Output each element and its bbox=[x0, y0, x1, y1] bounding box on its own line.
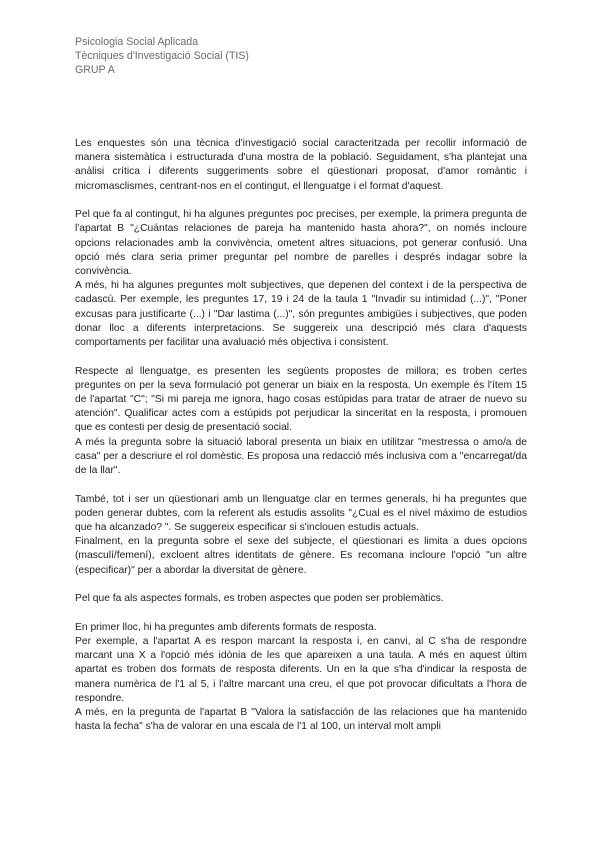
paragraph-intro: Les enquestes són una tècnica d'investigació social caracteritzada per recollir informació de manera sistemàtica i estructurada d'una mostra de la població. Seguidament, s'ha plantejat una anàlisi crítica i diferents suggeriments sobre el qüestionari proposat, d'amor romàntic i micromasclismes, centrant-nos en el contingut, el llenguatge i el format d'aquest. bbox=[75, 138, 527, 192]
paragraph-language: Respecte al llenguatge, es presenten les següents propostes de millora; es troben certes preguntes on per la seva formulació pot generar un biaix en la resposta. Un exemple és l'ítem 15 de l'apartat "C"; "Si mi pareja me ignora, hago cosas estúpidas para tratar de atraer de nuevo su atención". Qualificar actes com a estúpids pot perjudicar la sinceritat en la resposta, i promouen que es contesti per desig de presentació social. bbox=[75, 365, 527, 434]
paragraph-labour: A més la pregunta sobre la situació laboral presenta un biaix en utilitzar "mestressa o amo/a de casa" per a descriure el rol domèstic. Es proposa una redacció més inclusiva com a "encarregat/da de la llar". bbox=[75, 436, 527, 477]
page-header bbox=[75, 35, 525, 77]
paragraph-subjective: A més, hi ha algunes preguntes molt subjectives, que depenen del context i de la perspectiva de cadascú. Per exemple, les preguntes 17, 19 i 24 de la taula 1 "Invadir su intimidad (...)", "Poner excusas para justificarte (...) i "Dar lastima (...)", són preguntes ambigües i subjectives, que poden donar lloc a diferents interpretacions. Se suggereix una descripció més clara d'aquests comportaments per facilitar una avaluació més objectiva i consistent. bbox=[75, 280, 527, 349]
paragraph-example: Per exemple, a l'apartat A es respon marcant la resposta i, en canvi, al C s'ha de respondre marcant una X a l'opció més idònia de les que apareixen a una taula. A més en aquest últim apartat es troben dos formats de resposta diferents. Un en la que s'ha d'indicar la resposta de manera numèrica de l'1 al 5, i l'altre marcant una creu, el que pot provocar dificultats a l'hora de respondre. bbox=[75, 636, 527, 704]
paragraph-gender: Finalment, en la pregunta sobre el sexe del subjecte, el qüestionari es limita a dues opcions (masculí/femení), excloent altres identitats de gènere. Es recomana incloure l'opció "un altre (especificar)" per a abordar la diversitat de gènere. bbox=[75, 536, 527, 576]
document-body bbox=[75, 137, 527, 734]
header-group: GRUP A bbox=[75, 64, 115, 76]
paragraph-content: Pel que fa al contingut, hi ha algunes preguntes poc precises, per exemple, la primera pregunta de l'apartat B "¿Cuántas relaciones de pareja ha mantenido hasta ahora?", on només incloure opcions relacionades amb la convivència, ometent altres situacions, pot generar confusió. Una opció més clara seria primer preguntar pel nombre de parelles i després indagar sobre la convivència. bbox=[75, 209, 527, 278]
header-subject: Psicologia Social Aplicada bbox=[75, 36, 199, 48]
header-course: Tècniques d'Investigació Social (TIS) bbox=[75, 50, 249, 62]
paragraph-formal: Pel que fa als aspectes formals, es troben aspectes que poden ser problemàtics. bbox=[75, 593, 444, 605]
paragraph-scale: A més, en la pregunta de l'apartat B "Valora la satisfacción de las relaciones que ha mantenido hasta la fecha" s'ha de valorar en una escala de l'1 al 100, un interval molt ampli bbox=[75, 707, 527, 733]
paragraph-studies: També, tot i ser un qüestionari amb un llenguatge clar en termes generals, hi ha preguntes que poden generar dubtes, com la referent als estudis assolits "¿Cual es el nivel máximo de estudios que ha alcanzado? ". Se suggereix especificar si s'inclouen estudis actuals. bbox=[75, 493, 527, 534]
paragraph-formats: En primer lloc, hi ha preguntes amb diferents formats de resposta. bbox=[75, 621, 377, 633]
